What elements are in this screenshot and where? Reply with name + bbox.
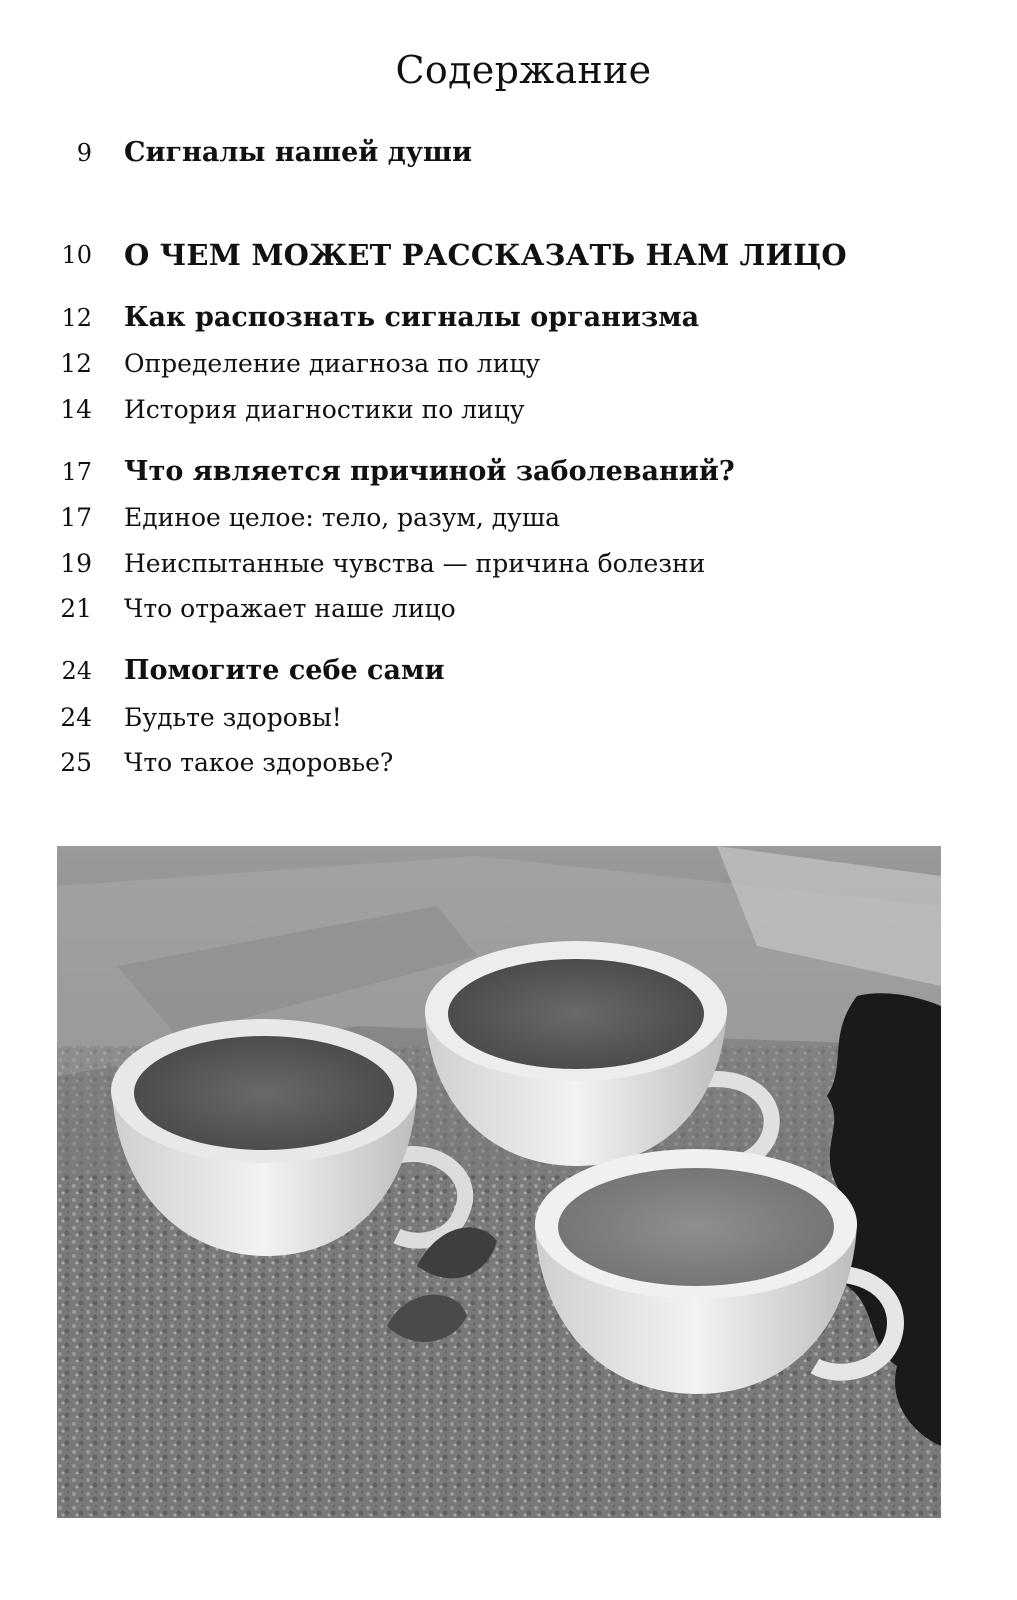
toc-entry-label: Сигналы нашей души bbox=[124, 137, 473, 168]
toc-page-number: 12 bbox=[60, 349, 92, 378]
toc-page-number: 9 bbox=[76, 139, 92, 167]
toc-entry-what-is-health bbox=[0, 742, 1017, 784]
toc-page-number: 24 bbox=[60, 703, 92, 732]
toc-page-number: 19 bbox=[60, 549, 92, 578]
page-title: Содержание bbox=[395, 48, 652, 92]
toc-entry-label: Что такое здоровье? bbox=[124, 748, 394, 777]
toc-page-number: 17 bbox=[60, 503, 92, 532]
toc-page-number: 12 bbox=[61, 304, 92, 332]
toc-entry-causes bbox=[0, 451, 1017, 493]
toc-entry-selfhelp bbox=[0, 650, 1017, 692]
toc-entry-history bbox=[0, 389, 1017, 431]
toc-page-number: 10 bbox=[61, 241, 92, 269]
toc-entry-signals bbox=[0, 132, 1017, 174]
teacups-icon bbox=[57, 846, 941, 1518]
toc-page-number: 25 bbox=[60, 748, 92, 777]
toc-page-number: 24 bbox=[61, 657, 92, 685]
toc-entry-label: О ЧЕМ МОЖЕТ РАССКАЗАТЬ НАМ ЛИЦО bbox=[124, 238, 847, 272]
teacups-photo bbox=[57, 846, 941, 1518]
toc-entry-be-healthy bbox=[0, 697, 1017, 739]
toc-entry-face-section bbox=[0, 234, 1017, 276]
toc-entry-recognize bbox=[0, 297, 1017, 339]
toc-entry-label: Что отражает наше лицо bbox=[124, 594, 456, 623]
toc-entry-label: История диагностики по лицу bbox=[124, 395, 525, 424]
toc-entry-label: Неиспытанные чувства — причина болезни bbox=[124, 549, 706, 578]
toc-page-number: 17 bbox=[61, 458, 92, 486]
toc-entry-label: Как распознать сигналы организма bbox=[124, 302, 700, 333]
toc-entry-feelings bbox=[0, 543, 1017, 585]
toc-entry-reflects bbox=[0, 588, 1017, 630]
toc-entry-label: Что является причиной заболеваний? bbox=[124, 456, 735, 487]
toc-entry-label: Единое целое: тело, разум, душа bbox=[124, 503, 561, 532]
toc-entry-label: Определение диагноза по лицу bbox=[124, 349, 541, 378]
toc-page-number: 21 bbox=[60, 594, 92, 623]
toc-entry-label: Будьте здоровы! bbox=[124, 703, 342, 732]
toc-page-number: 14 bbox=[60, 395, 92, 424]
toc-entry-label: Помогите себе сами bbox=[124, 655, 445, 686]
toc-entry-whole bbox=[0, 497, 1017, 539]
toc-entry-diagnosis bbox=[0, 343, 1017, 385]
